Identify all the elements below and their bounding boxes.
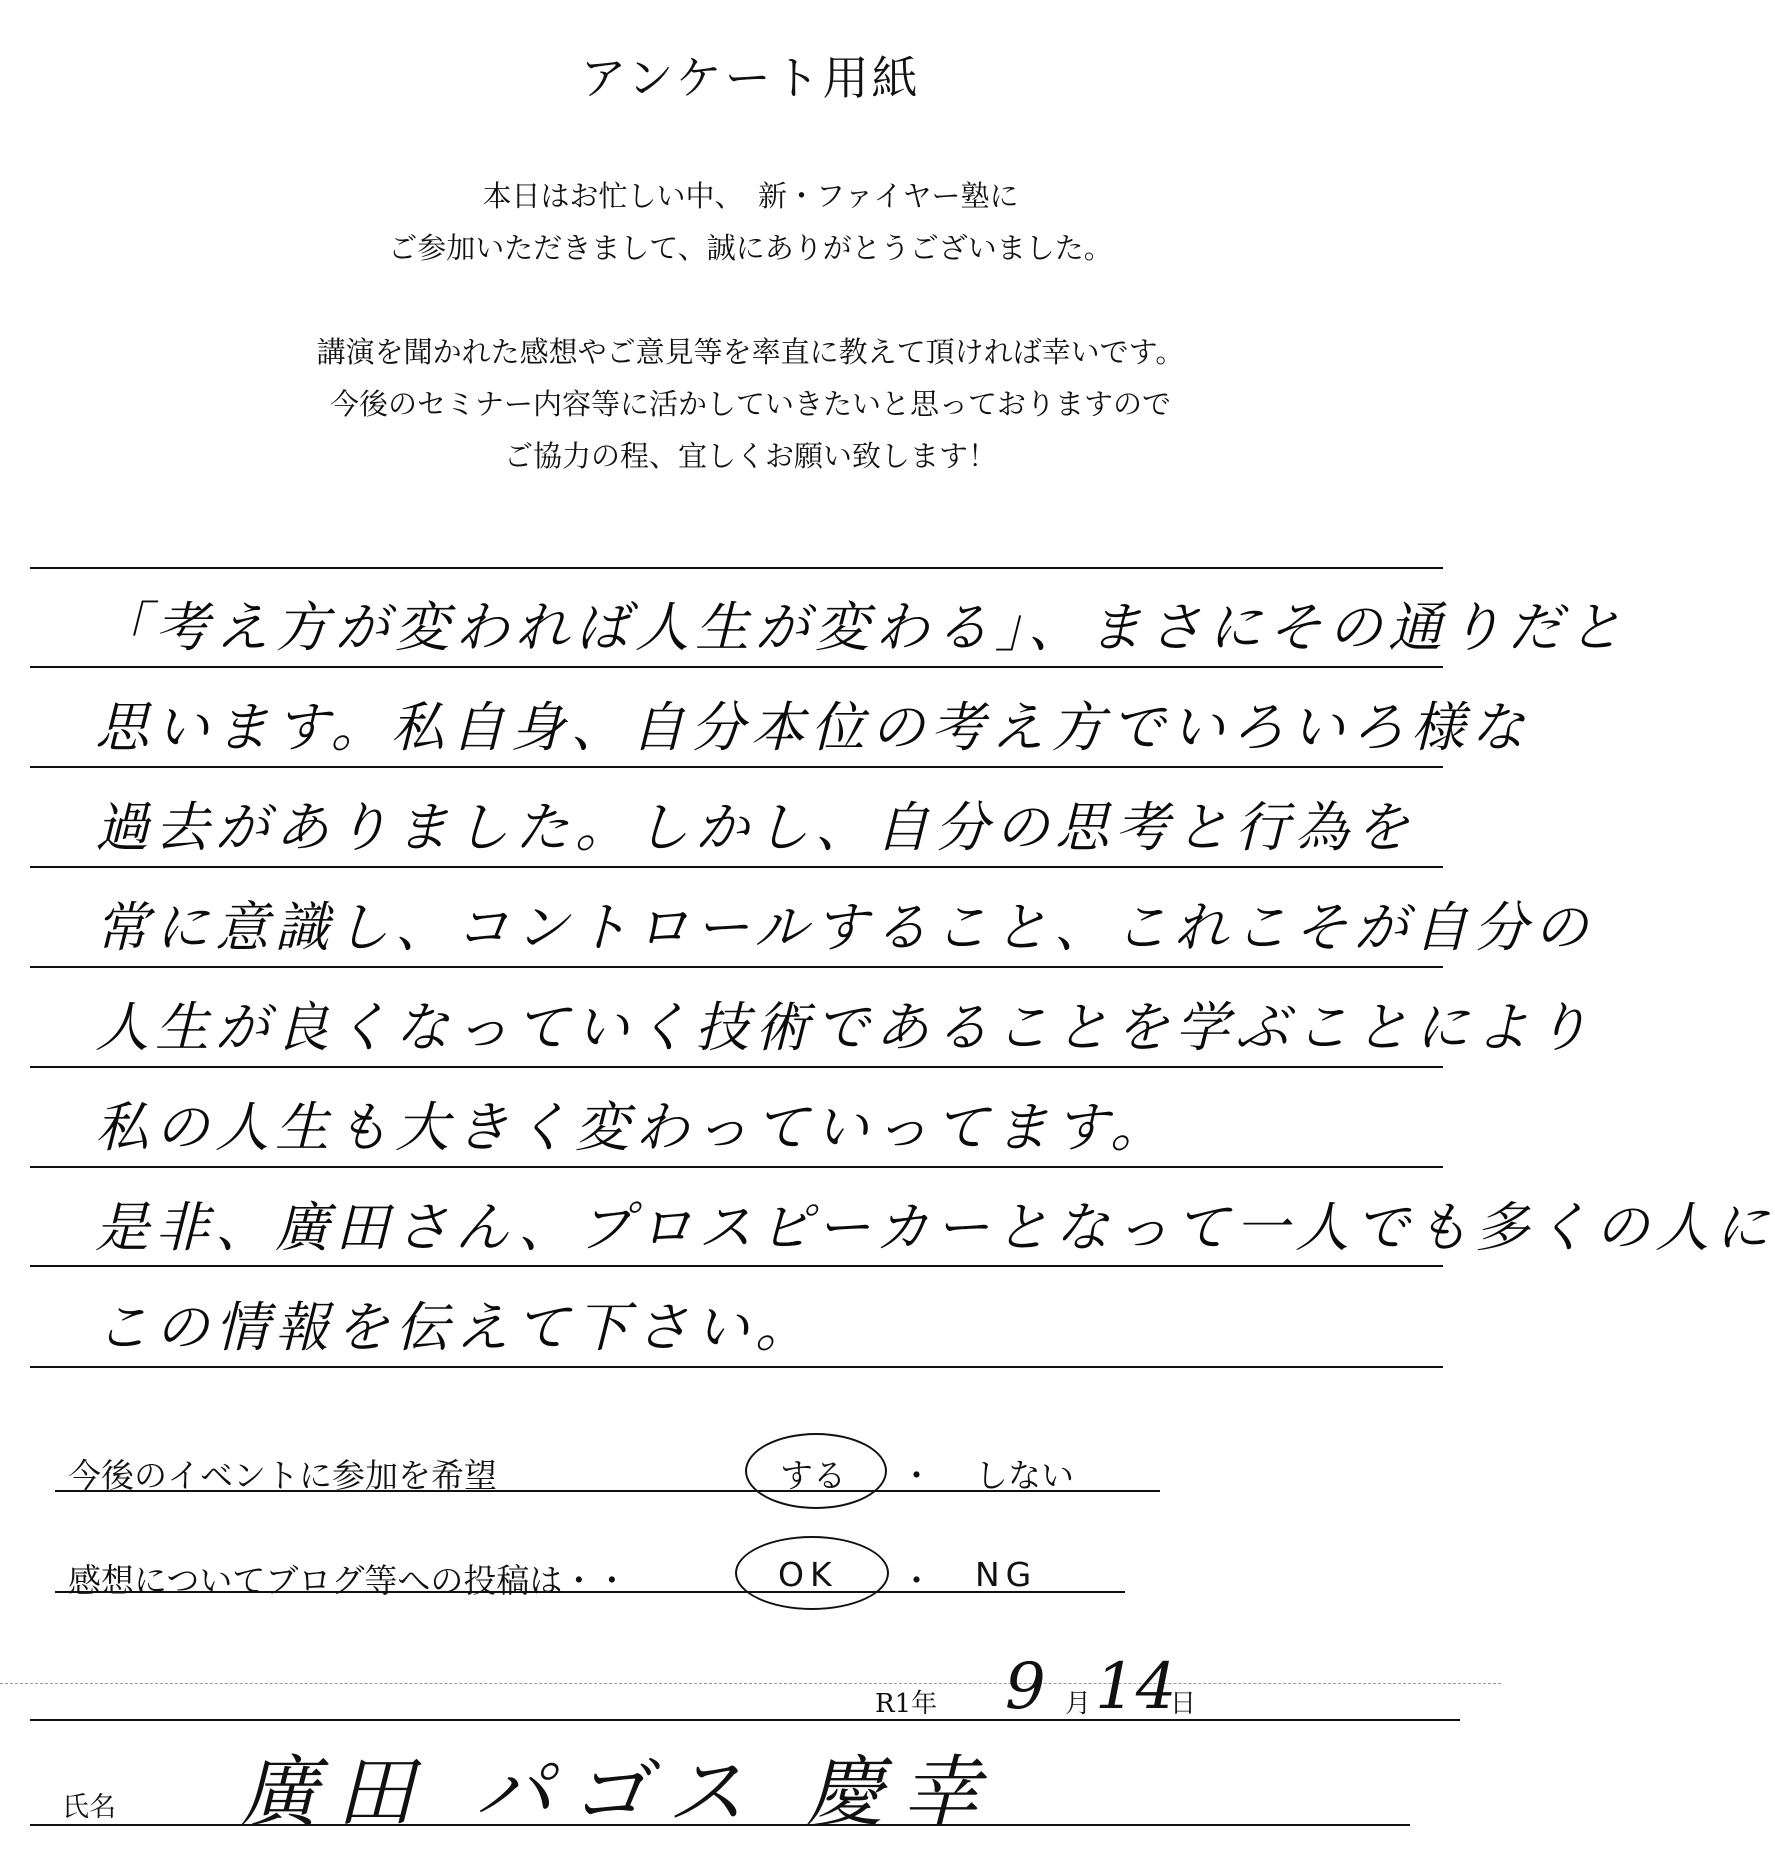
comment-line: 過去がありました。しかし、自分の思考と行為を [95,796,1415,859]
intro-line: 講演を聞かれた感想やご意見等を率直に教えて頂ければ幸いです。 [316,335,1185,369]
intro-line: ご協力の程、宜しくお願い致します！ [503,439,997,473]
intro-line: 今後のセミナー内容等に活かしていきたいと思っておりますので [329,387,1171,421]
comment-line: 常に意識し、コントロールすること、これこそが自分の [95,896,1594,959]
intro-line: ご参加いただきまして、誠にありがとうございました。 [388,231,1113,265]
comment-rule [30,866,1443,868]
option-separator: ・ [900,1561,933,1600]
comment-rule [30,966,1443,968]
date-underline [30,1719,1460,1721]
question-underline [55,1591,1125,1593]
comment-rule [30,666,1443,668]
comment-rule [30,1166,1443,1168]
question-underline [55,1490,1160,1492]
comment-rule [30,1366,1443,1368]
option-separator: ・ [900,1456,933,1495]
intro-line: 本日はお忙しい中、 新・ファイヤー塾に [482,179,1019,213]
event-question-label: 今後のイベントに参加を希望 [68,1456,497,1495]
date-month-value: 9 [1005,1650,1046,1724]
blog-ok-option[interactable]: OK [778,1555,838,1594]
comment-rule [30,766,1443,768]
event-no-option[interactable]: しない [975,1456,1074,1495]
name-label: 氏名 [62,1792,116,1823]
comment-rule [30,1066,1443,1068]
comment-line: 私の人生も大きく変わっていってます。 [95,1096,1171,1159]
event-yes-option[interactable]: する [780,1456,846,1495]
section-divider [0,1683,1501,1684]
name-underline [30,1824,1410,1826]
signature: 廣田 パゴス 慶幸 [240,1748,998,1838]
comment-line: 人生が良くなっていく技術であることを学ぶことにより [95,996,1595,1059]
comment-line: この情報を伝えて下さい。 [95,1296,815,1359]
date-day-value: 14 [1095,1650,1177,1724]
comment-rule [30,567,1443,569]
date-month-label: 月 [1065,1689,1092,1719]
intro-text [0,170,1501,482]
comment-line: 思います。私自身、自分本位の考え方でいろいろ様な [95,696,1531,759]
blog-ng-option[interactable]: NG [975,1555,1038,1594]
date-day-label: 日 [1170,1689,1197,1719]
date-era: R1年 [875,1689,938,1719]
page-title: アンケート用紙 [580,51,921,105]
comment-rule [30,1265,1443,1267]
comment-line: 「考え方が変われば人生が変わる」、まさにその通りだと [95,596,1628,659]
comment-line: 是非、廣田さん、プロスピーカーとなって一人でも多くの人に [95,1196,1775,1259]
blog-question-label: 感想についてブログ等への投稿は・・ [68,1561,629,1600]
